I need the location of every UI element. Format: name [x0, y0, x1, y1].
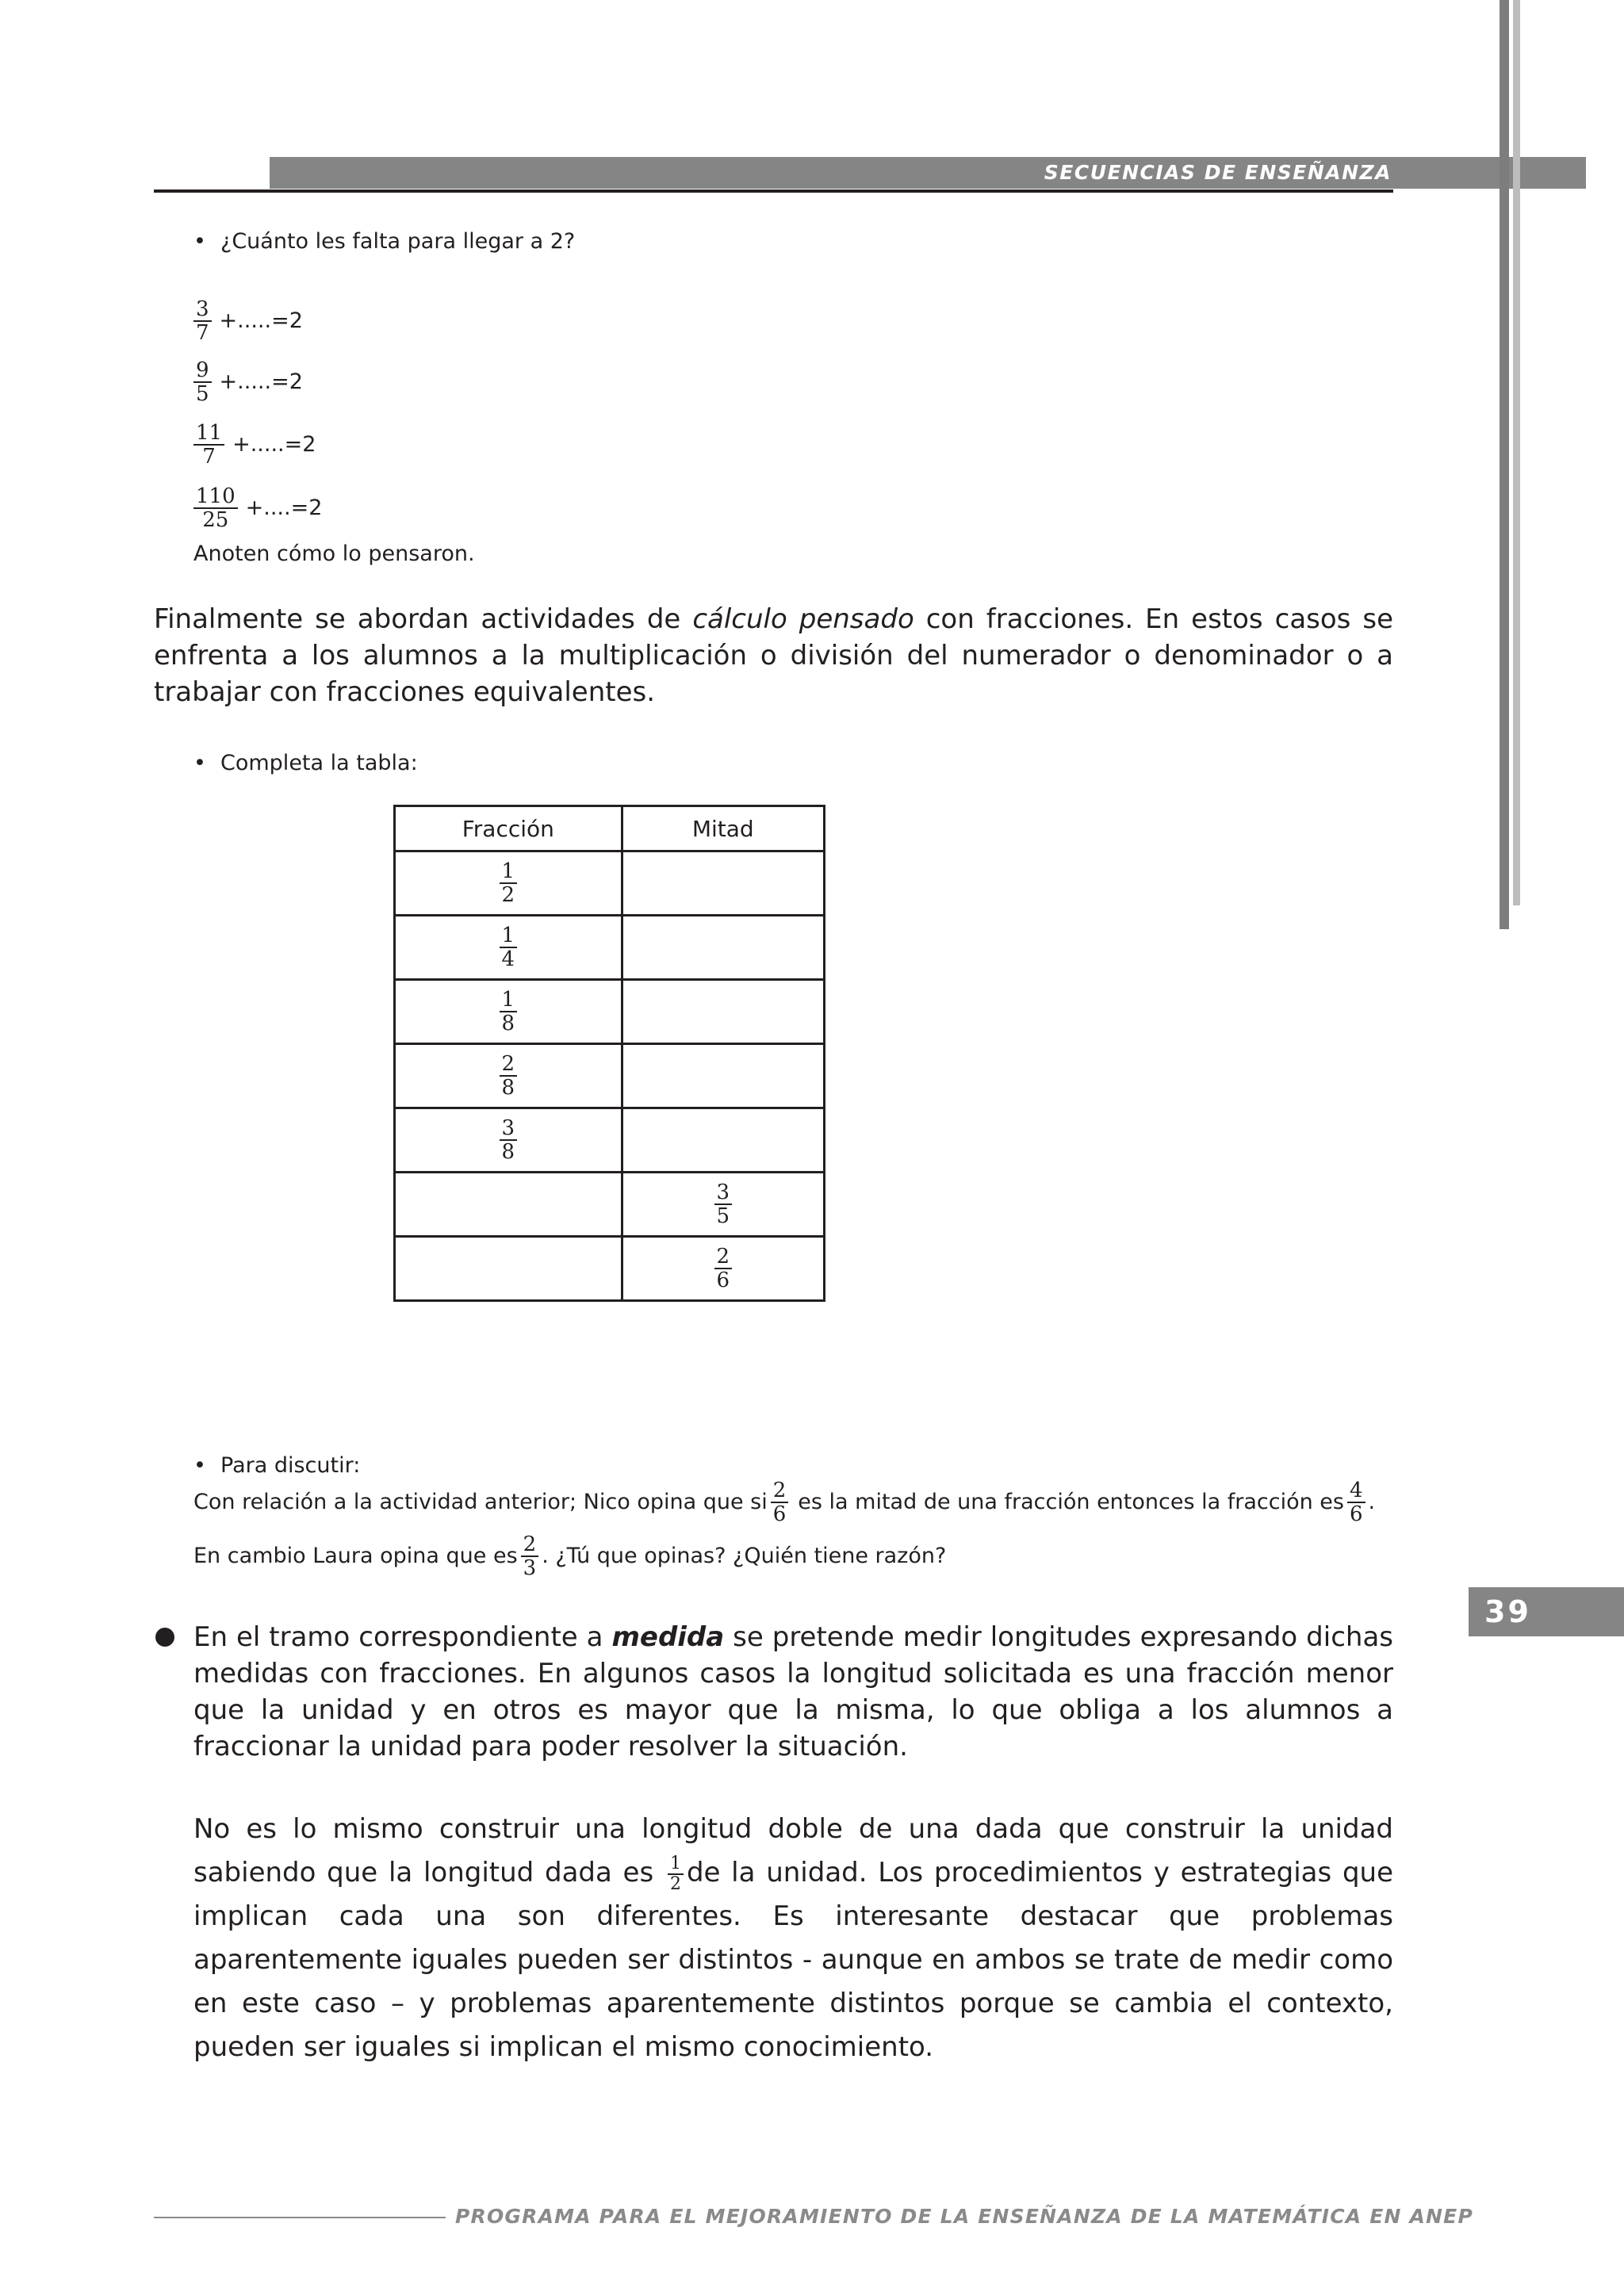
header-rule [154, 189, 1393, 193]
mitad-cell-empty[interactable] [622, 916, 824, 980]
discussion-line-1: Con relación a la actividad anterior; Nico opina que si $\frac{2}{6}$ es la mitad de una fracción entonces la fracción es $\frac{4}{6}$ . [193, 1479, 1376, 1526]
table-row [395, 1044, 825, 1108]
column-header-fraccion: Fracción [395, 806, 622, 851]
note-text: Anoten cómo lo pensaron. [193, 541, 475, 566]
fraction: $\frac{11}{7}$ [193, 422, 224, 468]
fraction: $\frac{1}{2}$ [668, 1854, 684, 1894]
table-row [395, 980, 825, 1044]
question-text: ¿Cuánto les falta para llegar a 2? [220, 229, 576, 254]
table-row [395, 1237, 825, 1301]
exercise-2 [193, 359, 303, 405]
exercise-equation: +.....=2 [219, 369, 303, 394]
mitad-cell: $\frac{3}{5}$ [622, 1173, 824, 1237]
fraccion-cell: $\frac{1}{2}$ [395, 851, 622, 916]
table-row [395, 1108, 825, 1173]
page-number: 39 [1484, 1594, 1531, 1629]
paragraph-longitud: No es lo mismo construir una longitud doble de una dada que construir la unidad sabiendo que la longitud dada es $\frac{1}{2}$ de la unidad. Los procedimientos y estrategias que implican cada una son diferentes. Es interesante destacar que problemas aparentemente iguales pueden ser distintos - aunque en ambos se trate de medir como en este caso – y problemas aparentemente distintos porque se cambia el contexto, pueden ser iguales si implican el mismo conocimiento. [193, 1813, 1393, 2063]
paragraph-medida: En el tramo correspondiente a medida se pretende medir longitudes expresando dichas medidas con fracciones. En algunos casos la longitud solicitada es una fracción menor que la unidad y en otros es mayor que la misma, lo que obliga a los alumnos a fraccionar la unidad para poder resolver la situación. [193, 1621, 1393, 1762]
fraccion-cell: $\frac{1}{8}$ [395, 980, 622, 1044]
instruction-text: Completa la tabla: [220, 751, 418, 775]
fraction: $\frac{2}{3}$ [521, 1533, 539, 1579]
exercise-equation: +....=2 [245, 496, 323, 520]
table-row [395, 1173, 825, 1237]
footer-text: PROGRAMA PARA EL MEJORAMIENTO DE LA ENSEÑANZA DE LA MATEMÁTICA EN ANEP [455, 2205, 1473, 2228]
emphasis-text: medida [611, 1621, 725, 1653]
exercise-1 [193, 298, 303, 344]
mitad-cell-empty[interactable] [622, 1044, 824, 1108]
fraccion-cell: $\frac{1}{4}$ [395, 916, 622, 980]
fraccion-cell: $\frac{3}{8}$ [395, 1108, 622, 1173]
mitad-cell-empty[interactable] [622, 1108, 824, 1173]
paragraph-calculo-pensado: Finalmente se abordan actividades de cálculo pensado con fracciones. En estos casos se enfrenta a los alumnos a la multiplicación o división del numerador o denominador o a trabajar con fracciones equivalentes. [154, 603, 1393, 708]
discussion-line-2: En cambio Laura opina que es $\frac{2}{3}$ . ¿Tú que opinas? ¿Quién tiene razón? [193, 1533, 947, 1580]
exercise-equation: +.....=2 [219, 308, 303, 333]
mitad-cell-empty[interactable] [622, 980, 824, 1044]
bullet-icon: • [193, 1453, 206, 1478]
exercise-3 [193, 422, 316, 468]
fraction: $\frac{9}{5}$ [193, 359, 212, 405]
bullet-icon: • [193, 229, 206, 254]
exercise-equation: +.....=2 [232, 432, 316, 457]
column-header-mitad: Mitad [622, 806, 824, 851]
mitad-cell: $\frac{2}{6}$ [622, 1237, 824, 1301]
fraction: $\frac{2}{6}$ [771, 1479, 789, 1525]
discussion-title-line [193, 1452, 360, 1479]
fraction: $\frac{110}{25}$ [193, 485, 238, 531]
fraction: $\frac{3}{7}$ [193, 298, 212, 344]
bullet-icon [155, 1628, 174, 1647]
discussion-title: Para discutir: [220, 1453, 361, 1478]
footer-rule [154, 2217, 446, 2218]
mitad-cell-empty[interactable] [622, 851, 824, 916]
fraccion-cell: $\frac{2}{8}$ [395, 1044, 622, 1108]
fraccion-cell-empty[interactable] [395, 1173, 622, 1237]
margin-bar-dark [1500, 0, 1509, 929]
instruction-line [193, 750, 418, 777]
margin-bar-light [1513, 0, 1520, 905]
fraction: $\frac{4}{6}$ [1347, 1479, 1365, 1525]
fraccion-cell-empty[interactable] [395, 1237, 622, 1301]
table-row [395, 916, 825, 980]
halves-table [393, 805, 825, 1302]
question-line [193, 228, 575, 255]
emphasis-text: cálculo pensado [692, 603, 914, 635]
header-title: SECUENCIAS DE ENSEÑANZA [1044, 161, 1392, 184]
bullet-icon: • [193, 751, 206, 775]
table-header-row [395, 806, 825, 851]
exercise-4 [193, 485, 322, 531]
table-row [395, 851, 825, 916]
